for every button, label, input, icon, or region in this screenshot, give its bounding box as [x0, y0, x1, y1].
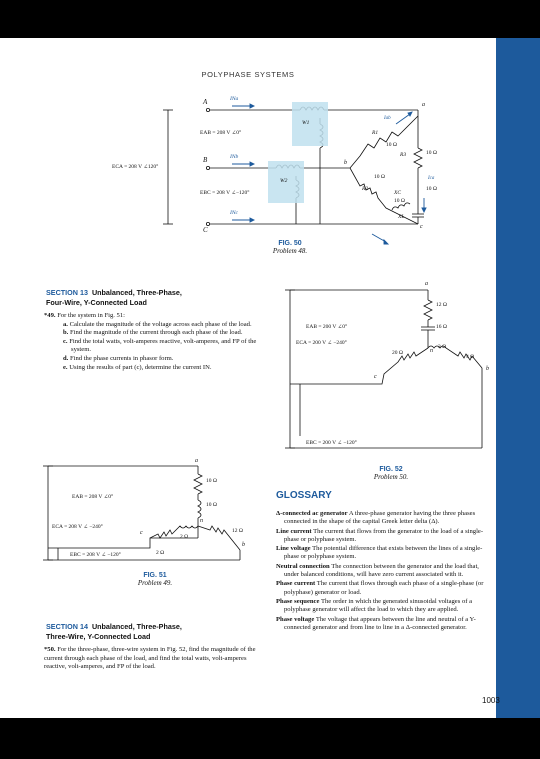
fig50-r3: R3 [400, 152, 407, 158]
fig52-circuit [285, 290, 482, 448]
fig52-rb-value: 4 Ω [466, 354, 475, 360]
glossary-entry: Neutral connection The connection between the generator and the load that, under balanced conditions, will have zero current associated with it. [276, 562, 479, 579]
fig50-node-a: a [422, 102, 425, 108]
problem-49-item: d. Find the phase currents in phasor form. [63, 354, 174, 362]
fig50-terminal-A: A [203, 98, 208, 106]
fig52-node-a: a [425, 281, 428, 287]
fig52-ca-value: 16 Ω [436, 324, 447, 330]
fig50-current-INb: INb [230, 154, 239, 160]
fig52-caption: FIG. 52 Problem 50. [373, 466, 409, 481]
fig51-node-c: c [140, 530, 143, 536]
fig52-eab: EAB = 200 V ∠0° [306, 324, 348, 330]
fig51-eab: EAB = 208 V ∠0° [72, 494, 114, 500]
fig50-node-c: c [420, 224, 423, 230]
fig50-xc-value: 10 Ω [426, 186, 437, 192]
fig50-terminal-B: B [203, 156, 208, 164]
problem-50: *50. For the three-phase, three-wire system in Fig. 52, find the magnitude of the current through each phase of the load, and find the total watts, volt-amperes reactive, volt-amperes, and FP of the load. [44, 646, 256, 671]
fig50-r2: R2 [362, 186, 369, 192]
fig50-w1: W1 [302, 120, 310, 126]
fig51-ra-value: 10 Ω [206, 478, 217, 484]
fig50-current-INa: INa [230, 96, 239, 102]
fig50-w2: W2 [280, 178, 288, 184]
glossary-entry: Line current The current that flows from the generator to the load of a single-phase or polyphase system. [276, 527, 484, 543]
glossary-entry: Phase voltage The voltage that appears between the line and neutral of a Y-connected generator and from line to line in a Δ-connected generator. [276, 615, 476, 631]
fig51-la-value: 10 Ω [206, 502, 217, 508]
glossary-entry: Line voltage The potential difference that exists between the lines of a single-phase or polyphase system. [276, 545, 483, 561]
fig50-ebc: EBC = 208 V ∠−120° [200, 190, 250, 196]
fig50-caption: FIG. 50 Problem 48. [272, 240, 308, 255]
fig50-eca: ECA = 208 V ∠120° [112, 164, 159, 170]
fig50-eab: EAB = 208 V ∠0° [200, 130, 242, 136]
fig51-node-a: a [195, 458, 198, 464]
fig51-caption: FIG. 51 Problem 49. [137, 572, 173, 587]
running-header: POLYPHASE SYSTEMS [201, 70, 295, 79]
fig51-eca: ECA = 208 V ∠ −240° [52, 524, 103, 530]
problem-49-item: e. Using the results of part (c), determine the current IN. [63, 363, 212, 371]
page-number: 1003 [482, 696, 500, 705]
fig50-r1: R1 [372, 130, 379, 136]
glossary-title: GLOSSARY [276, 490, 332, 501]
fig52-ra-value: 12 Ω [436, 302, 447, 308]
fig52-node-c: c [374, 374, 377, 380]
problem-49: *49. For the system in Fig. 51: a. Calculate the magnitude of the voltage across each phase of the load. b. Find the magnitude of the current through each phase of the load. c. Find the total watts, volt-amperes reactive, volt-amperes, and FP of the system. d. Find the phase currents in phasor form. e. Using the results of part (c), determine the current IN. [44, 312, 260, 372]
glossary-list [276, 510, 486, 633]
fig50-ica: Ica [428, 176, 435, 181]
glossary-entry: Δ-connected ac generator A three-phase generator having the three phases connected in the shape of the capital Greek letter delta (Δ). [276, 510, 476, 526]
problem-49-item: b. Find the magnitude of the current through each phase of the load. [63, 329, 243, 337]
problem-49-item: c. Find the total watts, volt-amperes reactive, volt-amperes, and FP of the system. [63, 337, 257, 354]
fig50-xl-value: 10 Ω [394, 198, 405, 204]
document-page [0, 38, 540, 718]
wattmeter-w1-box [292, 102, 328, 146]
fig50-iab: Iab [384, 116, 391, 121]
fig52-ebc: EBC = 200 V ∠ −120° [306, 440, 357, 446]
fig50-r1-value: 10 Ω [386, 142, 397, 148]
fig50-xl: XL [398, 214, 405, 220]
fig50-terminal-C: C [203, 226, 208, 234]
glossary-entry: Phase current The current that flows through each phase of a single-phase (or polyphase) generator or load. [276, 580, 484, 596]
fig51-node-b: b [242, 542, 245, 548]
fig52-eca: ECA = 200 V ∠ −240° [296, 340, 347, 346]
fig52-lb-value: 3 Ω [438, 344, 447, 350]
fig52-rc-value: 20 Ω [392, 350, 403, 356]
fig51-rc-value: 2 Ω [156, 550, 165, 556]
glossary-entry: Phase sequence The order in which the generated sinusoidal voltages of a polyphase generator will affect the load to which they are applied. [276, 597, 473, 614]
fig50-current-INc: INc [230, 210, 238, 216]
fig50-r2-value: 10 Ω [374, 174, 385, 180]
fig51-rb-value: 12 Ω [232, 528, 243, 534]
fig52-node-n: n [430, 348, 433, 354]
fig50-r3-value: 10 Ω [426, 150, 437, 156]
fig51-ebc: EBC = 208 V ∠ −120° [70, 552, 121, 558]
section14-heading: SECTION 14 Unbalanced, Three-Phase, Three-Wire, Y-Connected Load [46, 622, 182, 641]
section13-heading: SECTION 13 Unbalanced, Three-Phase, Four-Wire, Y-Connected Load [46, 288, 182, 307]
fig51-node-n: n [200, 518, 203, 524]
fig50-xc: XC [394, 190, 402, 196]
fig52-node-b: b [486, 366, 489, 372]
fig51-lc-value: 2 Ω [180, 534, 189, 540]
fig50-node-b: b [344, 160, 347, 166]
problem-49-item: a. Calculate the magnitude of the voltage across each phase of the load. [63, 320, 252, 328]
